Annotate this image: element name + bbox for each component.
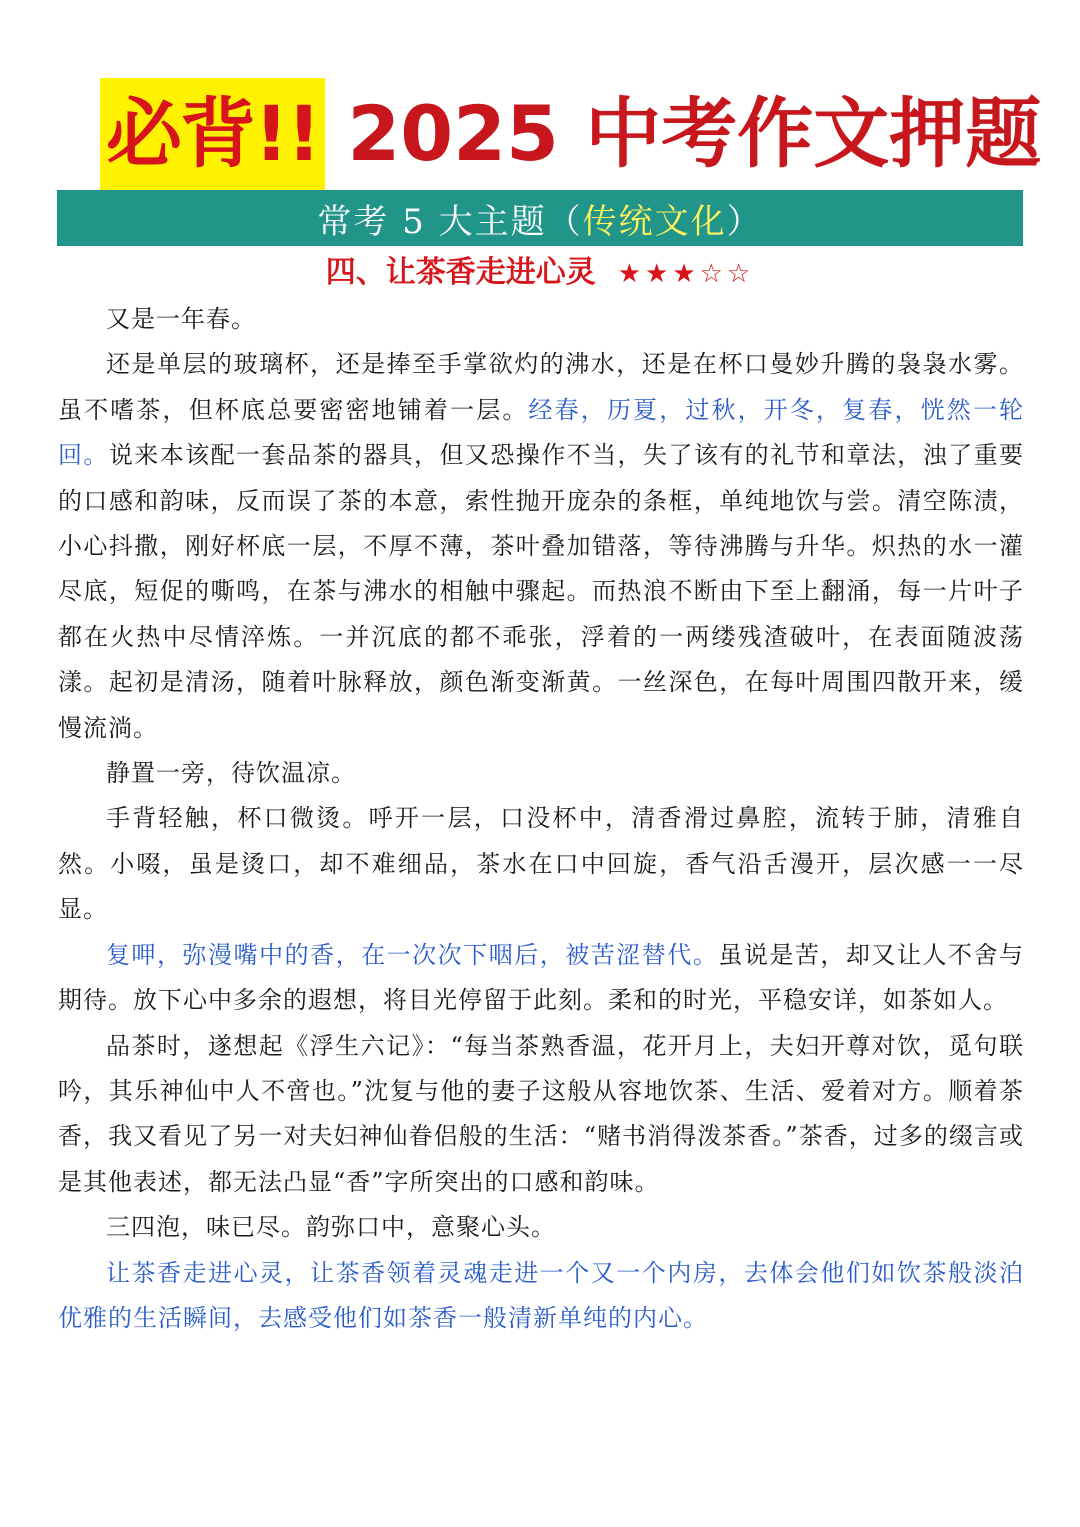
banner-highlight: 传统文化 (582, 201, 727, 242)
highlighted-sentence: 让茶香走进心灵，让茶香领着灵魂走进一个又一个内房，去体会他们如饮茶般淡泊优雅的生活瞬间，去感受他们如茶香一般清新单纯的内心。 (58, 1258, 1024, 1332)
paragraph-text: 还是单层的玻璃杯，还是捧至手掌欲灼的沸水，还是在杯口曼妙升腾的袅袅水雾。虽不嗜茶，但杯底总要密密地铺着一层。 (58, 350, 1024, 424)
banner-prefix: 常考 5 大主题（ (317, 201, 583, 242)
highlighted-sentence: 复呷，弥漫嘴中的香，在一次次下咽后，被苦涩替代。 (106, 940, 719, 969)
essay-paragraph (58, 1251, 1024, 1342)
page-title: 2025 中考作文押题 (347, 89, 1042, 178)
paragraph-text: 又是一年春。 (106, 305, 256, 333)
essay-paragraph (58, 1024, 1024, 1206)
essay-body (58, 297, 1024, 1341)
essay-paragraph (58, 751, 1024, 796)
paragraph-text: 虽说是苦，却又让人不舍与期待。放下心中多余的遐想，将目光停留于此刻。柔和的时光，平稳安详，如茶如人。 (58, 940, 1025, 1015)
paragraph-text: 品茶时，遂想起《浮生六记》：“每当茶熟香温，花开月上，夫妇开尊对饮，觅句联吟，其乐神仙中人不啻也。”沈复与他的妻子这般从容地饮茶、生活、爱着对方。顺着茶香，我又看见了另一对夫妇神仙眷侣般的生活：“赌书消得泼茶香。”茶香，过多的缀言或是其他表述，都无法凸显“香”字所突出的口感和韵味。 (58, 1031, 1024, 1196)
essay-paragraph (58, 342, 1024, 751)
banner-suffix: ） (726, 201, 763, 242)
essay-title: 四、让茶香走进心灵 (325, 255, 596, 290)
essay-paragraph (58, 297, 1024, 342)
essay-paragraph (58, 796, 1024, 932)
theme-banner (57, 190, 1023, 246)
essay-paragraph (58, 1205, 1024, 1250)
paragraph-text: 手背轻触，杯口微烫。呼开一层，口没杯中，清香滑过鼻腔，流转于肺，清雅自然。小啜，虽是烫口，却不难细品，茶水在口中回旋，香气沿舌漫开，层次感一一尽显。 (58, 804, 1024, 924)
paragraph-text: 说来本该配一套品茶的器具，但又恐操作不当，失了该有的礼节和章法，浊了重要的口感和韵味，反而误了茶的本意，索性抛开庞杂的条框，单纯地饮与尝。清空陈渍，小心抖撒，刚好杯底一层，不厚不薄，茶叶叠加错落，等待沸腾与升华。炽热的水一灌尽底，短促的嘶鸣，在茶与沸水的相触中骤起。而热浪不断由下至上翻涌，每一片叶子都在火热中尽情淬炼。一并沉底的都不乖张，浮着的一两缕残渣破叶，在表面随波荡漾。起初是清汤，随着叶脉释放，颜色渐变渐黄。一丝深色，在每叶周围四散开来，缓慢流淌。 (58, 441, 1025, 742)
paragraph-text: 静置一旁，待饮温凉。 (106, 759, 356, 788)
paragraph-text: 三四泡，味已尽。韵弥口中，意聚心头。 (106, 1213, 556, 1242)
rating-stars: ★★★☆☆ (617, 259, 755, 289)
headline (100, 78, 1041, 190)
essay-paragraph (58, 933, 1024, 1024)
highlighted-sentence: 经春，历夏，过秋，开冬，复春，恍然一轮回。 (58, 395, 1024, 470)
essay-heading (0, 250, 1080, 297)
must-recite-label: 必背!! (100, 78, 325, 190)
